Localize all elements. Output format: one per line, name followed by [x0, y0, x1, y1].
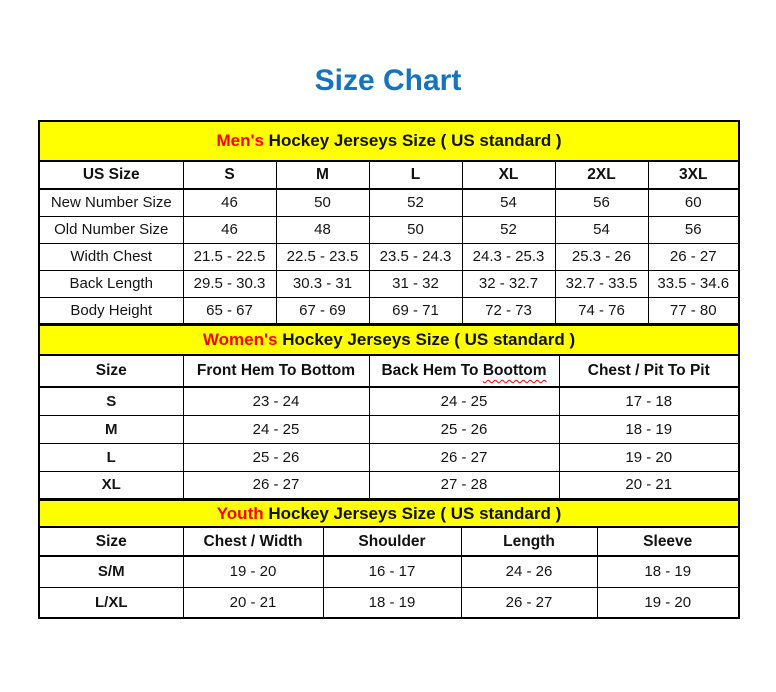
size-value-cell: 22.5 - 23.5 — [276, 243, 369, 270]
row-label: Body Height — [39, 297, 183, 324]
size-value-cell: 18 - 19 — [597, 556, 739, 587]
womens-banner — [39, 325, 739, 355]
size-value-cell: 60 — [648, 189, 739, 216]
row-label: Width Chest — [39, 243, 183, 270]
size-value-cell: 25 - 26 — [369, 415, 559, 443]
size-value-cell: 29.5 - 30.3 — [183, 270, 276, 297]
size-value-cell: 19 - 20 — [183, 556, 323, 587]
youth-banner-highlight: Youth — [216, 503, 264, 523]
mens-table-row — [39, 270, 739, 297]
mens-size-table — [38, 120, 740, 325]
youth-size-table — [38, 499, 740, 619]
row-label: New Number Size — [39, 189, 183, 216]
mens-column-header: M — [276, 161, 369, 189]
size-value-cell: 19 - 20 — [597, 587, 739, 618]
row-label: M — [39, 415, 183, 443]
size-value-cell: 67 - 69 — [276, 297, 369, 324]
size-value-cell: 16 - 17 — [323, 556, 461, 587]
size-value-cell: 17 - 18 — [559, 387, 739, 415]
size-value-cell: 25.3 - 26 — [555, 243, 648, 270]
womens-table-row — [39, 387, 739, 415]
size-value-cell: 18 - 19 — [323, 587, 461, 618]
mens-table-row — [39, 189, 739, 216]
misspelled-word: Boottom — [482, 362, 547, 379]
size-value-cell: 32.7 - 33.5 — [555, 270, 648, 297]
womens-column-header: Size — [39, 355, 183, 387]
size-value-cell: 18 - 19 — [559, 415, 739, 443]
womens-column-header: Front Hem To Bottom — [183, 355, 369, 387]
mens-column-header: XL — [462, 161, 555, 189]
row-label: Back Length — [39, 270, 183, 297]
size-value-cell: 50 — [369, 216, 462, 243]
size-tables — [38, 120, 738, 619]
womens-banner-text: Hockey Jerseys Size ( US standard ) — [277, 330, 576, 349]
size-value-cell: 24 - 25 — [183, 415, 369, 443]
mens-column-header: US Size — [39, 161, 183, 189]
size-value-cell: 52 — [369, 189, 462, 216]
youth-table-row — [39, 587, 739, 618]
size-value-cell: 25 - 26 — [183, 443, 369, 471]
size-value-cell: 50 — [276, 189, 369, 216]
size-value-cell: 27 - 28 — [369, 471, 559, 499]
size-value-cell: 20 - 21 — [559, 471, 739, 499]
size-value-cell: 48 — [276, 216, 369, 243]
page-title: Size Chart — [314, 64, 462, 97]
size-value-cell: 24 - 25 — [369, 387, 559, 415]
size-value-cell: 46 — [183, 216, 276, 243]
row-label: S — [39, 387, 183, 415]
size-value-cell: 26 - 27 — [461, 587, 597, 618]
size-value-cell: 46 — [183, 189, 276, 216]
row-label: S/M — [39, 556, 183, 587]
size-value-cell: 54 — [555, 216, 648, 243]
womens-table-row — [39, 443, 739, 471]
size-value-cell: 54 — [462, 189, 555, 216]
mens-table-row — [39, 243, 739, 270]
mens-column-header: 2XL — [555, 161, 648, 189]
row-label: XL — [39, 471, 183, 499]
youth-table-row — [39, 556, 739, 587]
size-value-cell: 30.3 - 31 — [276, 270, 369, 297]
size-value-cell: 19 - 20 — [559, 443, 739, 471]
size-value-cell: 21.5 - 22.5 — [183, 243, 276, 270]
womens-column-header: Chest / Pit To Pit — [559, 355, 739, 387]
mens-column-header: 3XL — [648, 161, 739, 189]
mens-column-header: L — [369, 161, 462, 189]
size-value-cell: 77 - 80 — [648, 297, 739, 324]
womens-banner-highlight: Women's — [202, 330, 278, 349]
youth-column-header: Sleeve — [597, 527, 739, 556]
size-value-cell: 24 - 26 — [461, 556, 597, 587]
size-value-cell: 65 - 67 — [183, 297, 276, 324]
size-value-cell: 72 - 73 — [462, 297, 555, 324]
mens-table-row — [39, 297, 739, 324]
size-value-cell: 24.3 - 25.3 — [462, 243, 555, 270]
womens-column-header — [369, 355, 559, 387]
size-value-cell: 20 - 21 — [183, 587, 323, 618]
size-value-cell: 33.5 - 34.6 — [648, 270, 739, 297]
size-value-cell: 23.5 - 24.3 — [369, 243, 462, 270]
size-value-cell: 31 - 32 — [369, 270, 462, 297]
youth-banner-text: Hockey Jerseys Size ( US standard ) — [263, 503, 562, 523]
youth-banner — [39, 500, 739, 527]
size-value-cell: 26 - 27 — [369, 443, 559, 471]
size-value-cell: 26 - 27 — [183, 471, 369, 499]
youth-column-header: Chest / Width — [183, 527, 323, 556]
row-label: L — [39, 443, 183, 471]
size-value-cell: 23 - 24 — [183, 387, 369, 415]
mens-column-header: S — [183, 161, 276, 189]
size-value-cell: 56 — [555, 189, 648, 216]
row-label: L/XL — [39, 587, 183, 618]
youth-column-header: Length — [461, 527, 597, 556]
mens-banner-text: Hockey Jerseys Size ( US standard ) — [263, 131, 562, 150]
size-value-cell: 32 - 32.7 — [462, 270, 555, 297]
size-value-cell: 52 — [462, 216, 555, 243]
size-value-cell: 69 - 71 — [369, 297, 462, 324]
womens-table-row — [39, 415, 739, 443]
womens-size-table — [38, 324, 740, 500]
mens-banner-highlight: Men's — [216, 131, 264, 150]
mens-table-row — [39, 216, 739, 243]
column-header-text: Back Hem To — [381, 362, 483, 379]
row-label: Old Number Size — [39, 216, 183, 243]
size-value-cell: 56 — [648, 216, 739, 243]
youth-column-header: Size — [39, 527, 183, 556]
size-value-cell: 26 - 27 — [648, 243, 739, 270]
youth-column-header: Shoulder — [323, 527, 461, 556]
mens-banner — [39, 121, 739, 161]
size-value-cell: 74 - 76 — [555, 297, 648, 324]
womens-table-row — [39, 471, 739, 499]
